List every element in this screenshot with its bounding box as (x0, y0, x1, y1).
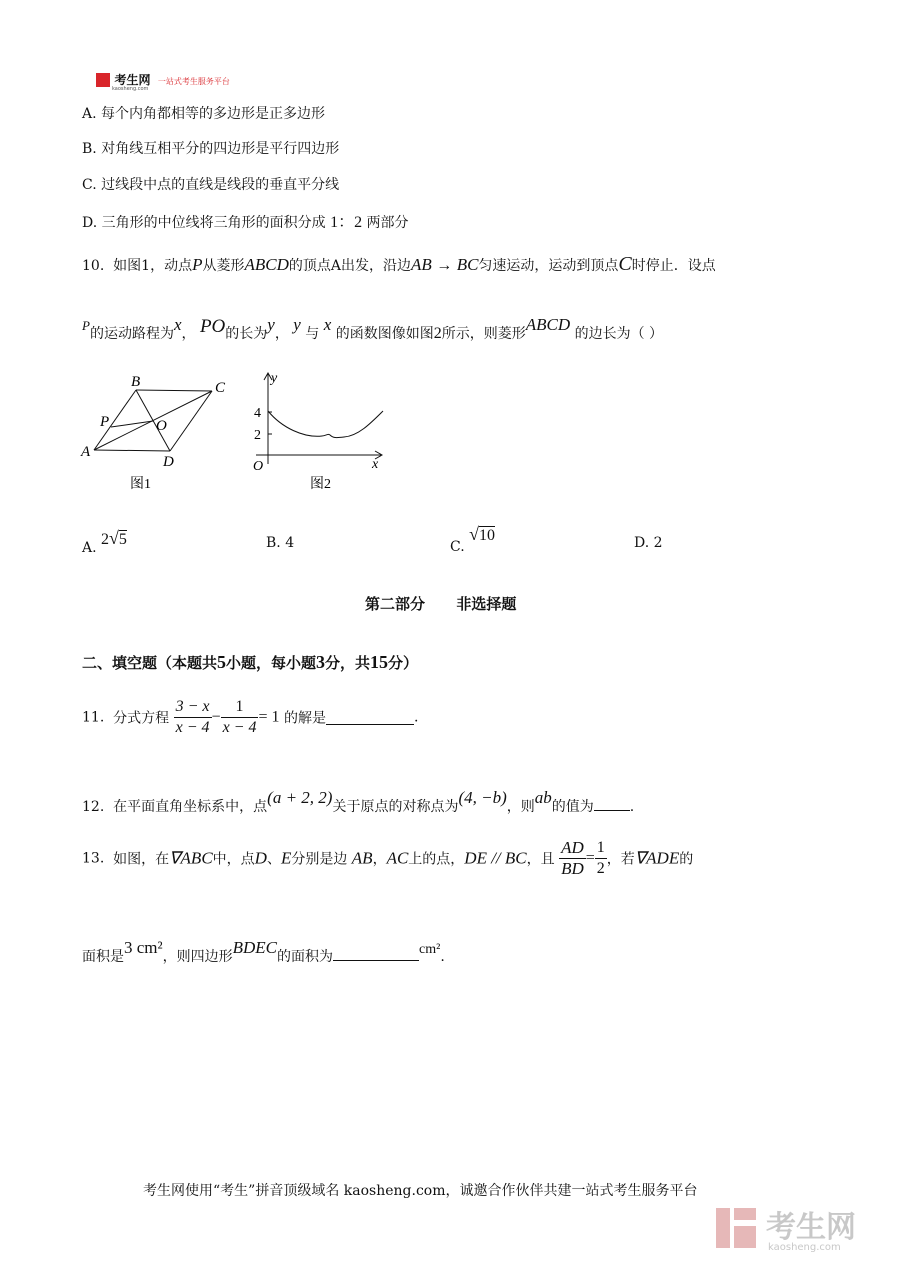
q10-var-p: P (192, 255, 203, 274)
sqrt-icon: √ (109, 528, 119, 548)
q10-var-abcd: ABCD (244, 255, 289, 274)
q12-text: 在平面直角坐标系中，点 (113, 799, 268, 815)
choice-label: A. (82, 540, 97, 556)
q13-fraction-num: AD (561, 838, 584, 857)
watermark-logo-block-right-top (734, 1208, 756, 1220)
q10-choice-a (82, 528, 127, 556)
q10-var-y: y (293, 315, 301, 334)
q13-text: 中，点 (212, 851, 255, 868)
q12-point-1: (a + 2, 2) (267, 788, 333, 807)
q13-area: 3 cm² (124, 938, 163, 957)
q13-text: ， (372, 851, 387, 868)
q10-choice-b: B. 4 (266, 535, 295, 551)
logo-slogan: 一站式考生服务平台 (157, 77, 230, 86)
q10-text: ， (274, 326, 289, 342)
q11-text: 的解是 (283, 710, 326, 727)
fig1-caption: 图1 (130, 477, 151, 492)
section2-text: 分，共 (325, 654, 371, 672)
section2-points: 3 (316, 652, 326, 672)
q12-point-2: (4, −b) (458, 788, 507, 807)
q10-var-ab: AB (411, 255, 432, 274)
q13-text: 面积是 (82, 949, 124, 965)
q13-fraction2-den: 2 (596, 860, 605, 877)
q13-var-d: D (254, 848, 267, 868)
watermark (712, 1200, 882, 1260)
q13-text: ，则四边形 (162, 949, 233, 965)
q13-line2 (82, 938, 445, 966)
q13-text: 如图，在 (113, 851, 170, 868)
section2-count: 5 (217, 652, 227, 672)
q10-var-p: P (82, 318, 90, 333)
q13-text: ，若 (606, 851, 635, 868)
q12-text: 的值为 (551, 799, 594, 815)
q10-line1 (82, 253, 716, 276)
watermark-logo-block-left (716, 1208, 730, 1248)
edge-da (94, 450, 170, 451)
q10-text: 的顶点A出发，沿边 (288, 258, 411, 274)
q10-var-y: y (267, 315, 275, 334)
fig1-label-p: P (100, 414, 110, 430)
sqrt-icon: √ (469, 524, 480, 544)
fig2-origin-label: O (253, 459, 264, 474)
q11-fraction-2-num: 1 (221, 697, 259, 718)
section2-text: 分） (388, 654, 419, 672)
arrow-icon: → (436, 257, 453, 274)
q11-fraction-2 (221, 697, 259, 738)
q13-answer-blank[interactable] (333, 946, 419, 961)
fig1-label-c: C (215, 380, 226, 396)
watermark-text: 考生网 (766, 1210, 856, 1245)
q10-var-x: x (323, 315, 332, 334)
fig2-tick-4-label: 4 (254, 406, 261, 421)
fig1-label-b: B (131, 374, 141, 390)
q12-text: . (629, 799, 635, 815)
q11-text: . (413, 709, 419, 726)
part2-title: 第二部分 非选择题 (365, 595, 517, 613)
q13-text: 分别是边 (291, 851, 348, 868)
q11-fraction-1-num: 3 − x (174, 697, 212, 718)
q11-number: 11. (82, 709, 105, 726)
fig2-x-label: x (372, 457, 379, 472)
q10-choice-d: D. 2 (634, 535, 663, 551)
q13-parallel: DE // BC (464, 848, 527, 868)
fig1-label-d: D (163, 454, 174, 470)
q11-fraction-2-den: x − 4 (222, 719, 257, 736)
section2-heading (82, 652, 418, 673)
q13-text: ，且 (526, 851, 555, 868)
logo-mark-icon (96, 73, 110, 87)
q9-option-c: C. 过线段中点的直线是线段的垂直平分线 (82, 177, 340, 193)
q10-text: 时停止．设点 (631, 258, 716, 274)
q13-var-ac: AC (386, 848, 409, 868)
q10-text: 的函数图像如图 (335, 326, 434, 342)
q10-choice-c (450, 524, 495, 555)
q13-text: 、 (266, 851, 281, 868)
fig2-caption: 图2 (310, 477, 331, 492)
q13-unit: cm² (419, 942, 441, 957)
q13-var-e: E (280, 848, 292, 868)
q10-text: 的运动路程为 (89, 326, 174, 342)
q11-answer-blank[interactable] (326, 710, 414, 725)
q10-text: ， (181, 326, 196, 342)
section2-text: 二、填空题（本题共 (82, 654, 218, 672)
q10-text: 匀速运动，运动到顶点 (478, 258, 619, 274)
q10-text: 从菱形 (202, 258, 245, 274)
function-curve (268, 411, 383, 438)
fig1-label-o: O (156, 418, 167, 434)
choice-a-radicand: 5 (118, 531, 127, 548)
q10-var-abcd: ABCD (525, 315, 571, 334)
q13-text: 上的点， (408, 851, 465, 868)
fig2-y-label: y (271, 371, 278, 386)
q12-var-ab: ab (534, 788, 552, 807)
q13-fraction2-num: 1 (595, 838, 607, 859)
q9-option-d-tail: 两部分 (366, 215, 409, 231)
q11 (82, 697, 418, 738)
q11-text: 分式方程 (113, 710, 170, 727)
q12-text: ，则 (506, 799, 535, 815)
q13-fraction-half (595, 838, 607, 879)
q13-fraction-den: BD (561, 859, 584, 878)
q10-var-x: x (173, 315, 182, 334)
figure-2-graph (248, 366, 398, 496)
watermark-sub: kaosheng.com (768, 1242, 841, 1253)
q10-var-bc: BC (456, 255, 479, 274)
section2-text: 小题，每小题 (226, 654, 317, 672)
q13-triangle-abc: ∇ABC (169, 848, 213, 868)
q13-var-bdec: BDEC (232, 938, 278, 957)
section2-total: 15 (370, 652, 389, 672)
q12-text: 关于原点的对称点为 (332, 799, 459, 815)
q10-text: 与 (305, 326, 320, 342)
q10-figure-number: 2 (433, 325, 442, 342)
q9-ratio: 1：2 (330, 214, 363, 231)
q9-option-a: A. 每个内角都相等的多边形是正多边形 (82, 106, 326, 122)
q10-var-po: PO (199, 316, 226, 337)
q9-option-b: B. 对角线互相平分的四边形是平行四边形 (82, 141, 340, 157)
q13-var-ab: AB (351, 848, 373, 868)
q13-number: 13. (82, 850, 105, 867)
logo-sub: kaosheng.com (112, 86, 149, 92)
fig2-tick-2-label: 2 (254, 428, 261, 443)
q9-option-d (82, 209, 409, 232)
q13-line1 (82, 838, 693, 879)
q10-line2 (82, 315, 663, 343)
q12-number: 12. (82, 799, 105, 815)
edge-cd (170, 391, 212, 451)
q10-number: 10. (82, 258, 105, 274)
fig1-label-a: A (81, 444, 91, 460)
q13-fraction-ad-bd (559, 838, 586, 879)
q13-text: 的面积为 (277, 949, 334, 965)
watermark-logo-block-right-bottom (734, 1226, 756, 1248)
q13-equals: = (585, 849, 595, 867)
q13-text: . (440, 949, 445, 965)
choice-label: C. (450, 539, 465, 555)
q10-text: 的长为 (225, 326, 268, 342)
footer-text: 考生网使用“考生”拼音顶级域名 kaosheng.com，诚邀合作伙伴共建一站式考生服务平台 (143, 1183, 698, 1199)
logo-text: 考生网 (114, 73, 151, 87)
q13-text: 的 (679, 851, 694, 868)
q10-text: 所示，则菱形 (441, 326, 526, 342)
q13-triangle-ade: ∇ADE (634, 848, 680, 868)
q12 (82, 788, 634, 816)
q10-var-c: C (618, 253, 632, 275)
edge-bc (136, 390, 212, 391)
watermark-logo-icon (712, 1204, 760, 1252)
q9-option-d-text: D. 三角形的中位线将三角形的面积分成 (82, 215, 326, 231)
q11-fraction-1 (174, 697, 212, 738)
choice-c-radicand: 10 (479, 527, 496, 544)
q12-answer-blank[interactable] (594, 796, 630, 811)
choice-a-coef: 2 (101, 531, 110, 548)
figure-1-rhombus (78, 372, 238, 497)
q10-text: 如图1，动点 (113, 258, 193, 274)
q11-equals: = 1 (258, 708, 280, 726)
q11-minus: − (211, 708, 221, 726)
q11-fraction-1-den: x − 4 (175, 719, 210, 736)
q10-text: 的边长为（ ） (574, 326, 664, 342)
